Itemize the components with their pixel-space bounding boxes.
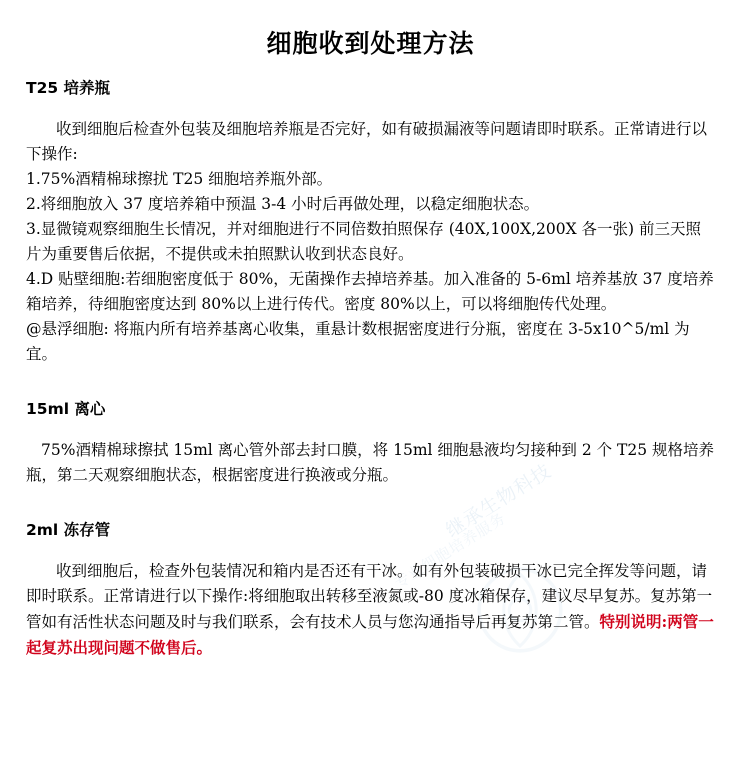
paragraph: @悬浮细胞: 将瓶内所有培养基离心收集，重悬计数根据密度进行分瓶，密度在 3-5x10^5/ml 为宜。: [26, 320, 690, 363]
paragraph: 2.将细胞放入 37 度培养箱中预温 3-4 小时后再做处理，以稳定细胞状态。: [26, 195, 540, 213]
paragraph: 4.D 贴壁细胞:若细胞密度低于 80%，无菌操作去掉培养基。加入准备的 5-6ml 培养基放 37 度培养箱培养，待细胞密度达到 80%以上进行传代。密度 80%以上，可以将细胞传代处理。: [26, 270, 714, 313]
section-15ml-centrifuge: [26, 397, 715, 488]
document-content: [26, 24, 715, 661]
section-heading: 2ml 冻存管: [26, 521, 111, 539]
paragraph: 75%酒精棉球擦拭 15ml 离心管外部去封口膜，将 15ml 细胞悬液均匀接种到 2 个 T25 规格培养瓶，第二天观察细胞状态，根据密度进行换液或分瓶。: [26, 441, 715, 484]
section-heading: T25 培养瓶: [26, 79, 111, 97]
watermark-text-line1: 继承生物科技: [442, 459, 556, 543]
paragraph: 收到细胞后检查外包装及细胞培养瓶是否完好，如有破损漏液等问题请即时联系。正常请进行以下操作:: [26, 120, 708, 163]
section-2ml-cryovial: [26, 518, 715, 661]
paragraph-text: 收到细胞后，检查外包装情况和箱内是否还有干冰。如有外包装破损干冰已完全挥发等问题，请即时联系。正常请进行以下操作:将细胞取出转移至液氮或-80 度冰箱保存，建议尽早复苏。复苏第一管如有活性状态问题及时与我们联系，会有技术人员与您沟通指导后再复苏第二管。: [26, 562, 713, 631]
paragraph: [26, 559, 715, 661]
paragraph: 3.显微镜观察细胞生长情况，并对细胞进行不同倍数拍照保存 (40X,100X,200X 各一张) 前三天照片为重要售后依据，不提供或未拍照默认收到状态良好。: [26, 220, 702, 263]
highlight-note: 特别说明:两管一起复苏出现问题不做售后。: [26, 612, 714, 657]
section-t25-flask: [26, 76, 715, 367]
paragraph: 1.75%酒精棉球擦扰 T25 细胞培养瓶外部。: [26, 170, 333, 188]
watermark-text-line2: 专业细胞培养服务: [391, 508, 510, 592]
page-title: 细胞收到处理方法: [266, 29, 475, 58]
section-heading: 15ml 离心: [26, 400, 106, 418]
